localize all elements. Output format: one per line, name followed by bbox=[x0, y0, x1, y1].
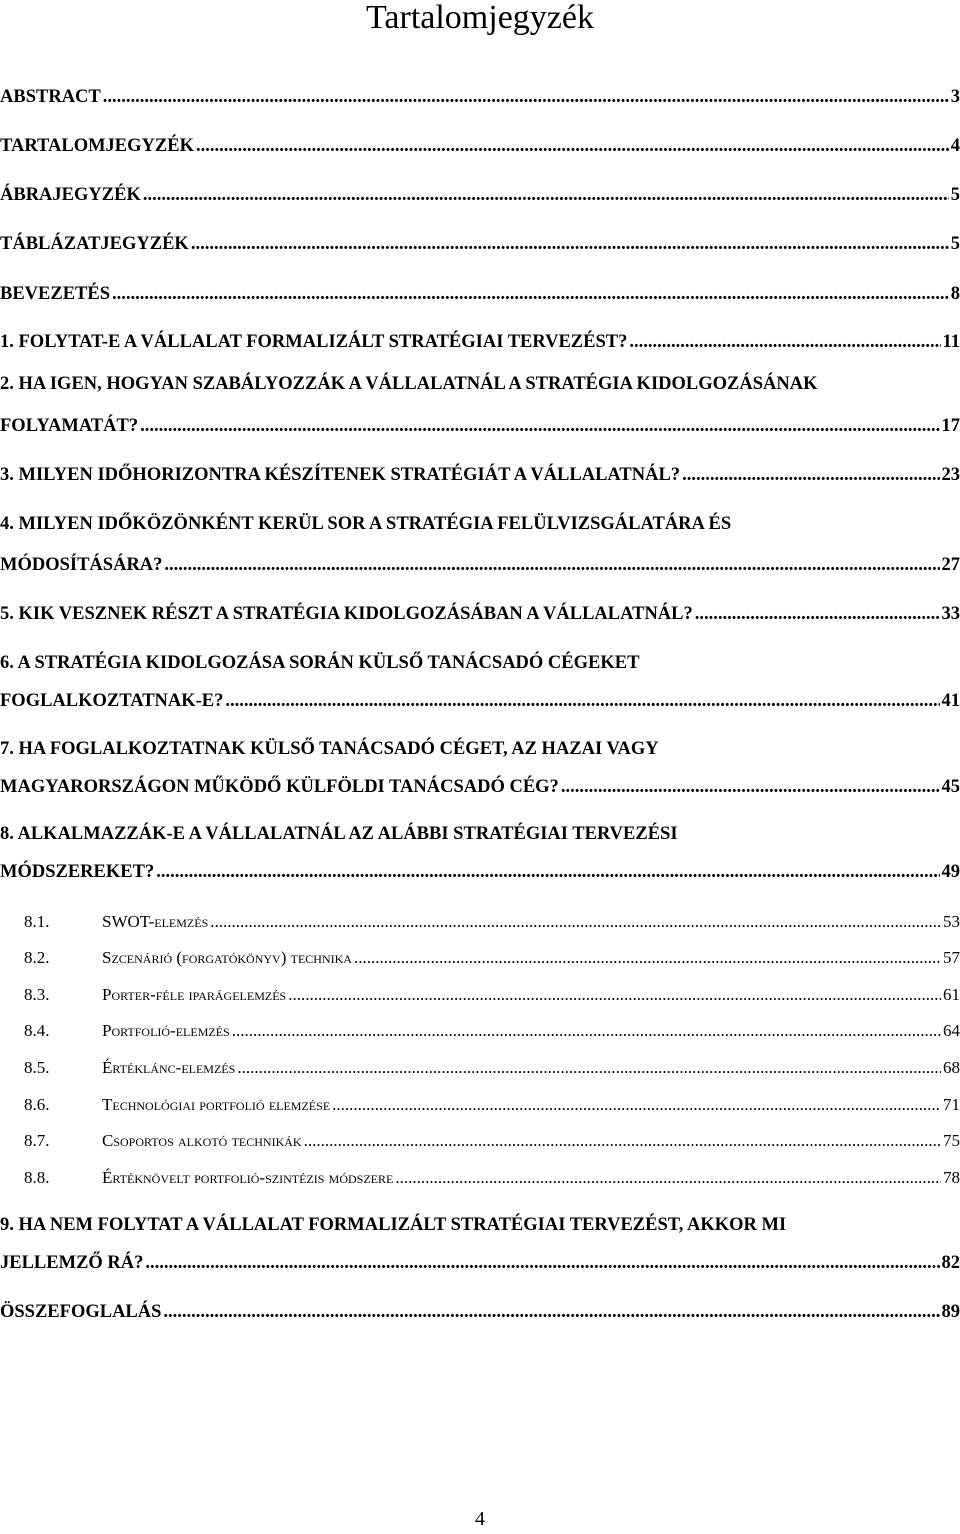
dot-leader bbox=[112, 283, 949, 305]
toc-entry-label: JELLEMZŐ RÁ? bbox=[0, 1253, 144, 1273]
toc-entry-label: TÁBLÁZATJEGYZÉK bbox=[0, 234, 189, 254]
toc-entry-tablazatjegyzek[interactable] bbox=[0, 233, 960, 255]
toc-subentry[interactable] bbox=[24, 1020, 960, 1042]
page-number: 4 bbox=[475, 1508, 485, 1530]
toc-entry-chapter-9-line1[interactable] bbox=[0, 1214, 960, 1236]
toc-entry-chapter-6-line2[interactable] bbox=[0, 690, 960, 712]
toc-entry-label: BEVEZETÉS bbox=[0, 284, 111, 304]
toc-subentry-page: 61 bbox=[943, 985, 960, 1004]
dot-leader bbox=[629, 331, 940, 353]
toc-entry-label: 2. HA IGEN, HOGYAN SZABÁLYOZZÁK A VÁLLALATNÁL A STRATÉGIA KIDOLGOZÁSÁNAK bbox=[0, 374, 818, 394]
toc-entry-label: TARTALOMJEGYZÉK bbox=[0, 136, 194, 156]
toc-entry-page: 41 bbox=[941, 691, 960, 711]
toc-entry-label: FOGLALKOZTATNAK-E? bbox=[0, 691, 224, 711]
toc-subentry-label: Portfolió-elemzés bbox=[102, 1021, 230, 1040]
dot-leader bbox=[196, 135, 949, 157]
toc-entry-page: 3 bbox=[950, 87, 960, 107]
toc-subentry-page: 71 bbox=[943, 1095, 960, 1114]
toc-entry-page: 4 bbox=[950, 136, 960, 156]
toc-subentry-number: 8.1. bbox=[24, 912, 50, 931]
toc-entry-label: 8. ALKALMAZZÁK-E A VÁLLALATNÁL AZ ALÁBBI STRATÉGIAI TERVEZÉSI bbox=[0, 824, 678, 844]
dot-leader bbox=[354, 947, 941, 969]
toc-entry-page: 23 bbox=[941, 465, 960, 485]
toc-entry-chapter-7-line2[interactable] bbox=[0, 776, 960, 798]
toc-entry-page: 17 bbox=[941, 416, 960, 436]
toc-subentry-number: 8.5. bbox=[24, 1058, 50, 1077]
toc-entry-label: 3. MILYEN IDŐHORIZONTRA KÉSZÍTENEK STRATÉGIÁT A VÁLLALATNÁL? bbox=[0, 465, 681, 485]
dot-leader bbox=[210, 911, 941, 933]
dot-leader bbox=[232, 1020, 941, 1042]
toc-entry-page: 45 bbox=[941, 777, 960, 797]
toc-entry-label: 5. KIK VESZNEK RÉSZT A STRATÉGIA KIDOLGOZÁSÁBAN A VÁLLALATNÁL? bbox=[0, 604, 693, 624]
dot-leader bbox=[304, 1130, 941, 1152]
dot-leader bbox=[164, 554, 939, 576]
toc-subentry[interactable] bbox=[24, 1130, 960, 1152]
toc-entry-chapter-2-line2[interactable] bbox=[0, 415, 960, 437]
dot-leader bbox=[163, 1301, 939, 1323]
toc-subentry-label: SWOT-elemzés bbox=[102, 912, 209, 931]
toc-entry-chapter-4-line2[interactable] bbox=[0, 554, 960, 576]
toc-entry-chapter-3[interactable] bbox=[0, 464, 960, 486]
dot-leader bbox=[695, 603, 940, 625]
toc-entry-chapter-4-line1[interactable] bbox=[0, 513, 960, 535]
toc-entry-page: 82 bbox=[941, 1253, 960, 1273]
dot-leader bbox=[237, 1057, 941, 1079]
toc-entry-label: FOLYAMATÁT? bbox=[0, 416, 139, 436]
toc-entry-chapter-7-line1[interactable] bbox=[0, 738, 960, 760]
toc-subentry-label: Technológiai portfolió elemzése bbox=[102, 1095, 331, 1114]
toc-subentry[interactable] bbox=[24, 1057, 960, 1079]
toc-entry-label: 4. MILYEN IDŐKÖZÖNKÉNT KERÜL SOR A STRATÉGIA FELÜLVIZSGÁLATÁRA ÉS bbox=[0, 514, 732, 534]
toc-entry-page: 11 bbox=[942, 332, 960, 352]
toc-subentry-label: Értéknövelt portfolió-szintézis módszere bbox=[102, 1168, 394, 1187]
toc-entry-page: 5 bbox=[950, 185, 960, 205]
toc-subentry-number: 8.2. bbox=[24, 948, 50, 967]
toc-subentry-page: 57 bbox=[943, 948, 960, 967]
dot-leader bbox=[561, 776, 940, 798]
toc-subentry-number: 8.3. bbox=[24, 985, 50, 1004]
toc-entry-page: 27 bbox=[941, 555, 960, 575]
toc-entry-abstract[interactable] bbox=[0, 86, 960, 108]
toc-entry-abrajegyzek[interactable] bbox=[0, 184, 960, 206]
toc-entry-chapter-8-line2[interactable] bbox=[0, 861, 960, 883]
page-title: Tartalomjegyzék bbox=[366, 0, 594, 36]
toc-subentry-number: 8.6. bbox=[24, 1095, 50, 1114]
toc-entry-label: 1. FOLYTAT-E A VÁLLALAT FORMALIZÁLT STRATÉGIAI TERVEZÉST? bbox=[0, 332, 628, 352]
toc-subentry[interactable] bbox=[24, 1167, 960, 1189]
toc-subentry[interactable] bbox=[24, 911, 960, 933]
toc-subentry[interactable] bbox=[24, 984, 960, 1006]
toc-entry-label: 9. HA NEM FOLYTAT A VÁLLALAT FORMALIZÁLT STRATÉGIAI TERVEZÉST, AKKOR MI bbox=[0, 1215, 787, 1235]
dot-leader bbox=[145, 1252, 939, 1274]
toc-entry-label: 7. HA FOGLALKOZTATNAK KÜLSŐ TANÁCSADÓ CÉGET, AZ HAZAI VAGY bbox=[0, 739, 659, 759]
toc-entry-tartalomjegyzek[interactable] bbox=[0, 135, 960, 157]
toc-entry-label: ABSTRACT bbox=[0, 87, 101, 107]
toc-subentry-page: 78 bbox=[943, 1168, 960, 1187]
toc-subentry-page: 53 bbox=[943, 912, 960, 931]
toc-entry-page: 89 bbox=[941, 1302, 960, 1322]
toc-entry-chapter-1[interactable] bbox=[0, 331, 960, 353]
dot-leader bbox=[143, 184, 949, 206]
toc-entry-label: MÓDOSÍTÁSÁRA? bbox=[0, 555, 163, 575]
toc-subentry-label: Porter-féle iparágelemzés bbox=[102, 985, 287, 1004]
toc-subentry-label: Értéklánc-elemzés bbox=[102, 1058, 236, 1077]
toc-subentry[interactable] bbox=[24, 1094, 960, 1116]
toc-subentry-page: 75 bbox=[943, 1131, 960, 1150]
toc-entry-page: 8 bbox=[950, 284, 960, 304]
dot-leader bbox=[140, 415, 939, 437]
toc-subentry-number: 8.8. bbox=[24, 1168, 50, 1187]
toc-entry-chapter-8-line1[interactable] bbox=[0, 823, 960, 845]
toc-entry-chapter-6-line1[interactable] bbox=[0, 652, 960, 674]
toc-entry-chapter-5[interactable] bbox=[0, 603, 960, 625]
toc-entry-page: 5 bbox=[950, 234, 960, 254]
dot-leader bbox=[332, 1094, 941, 1116]
toc-subentry-number: 8.7. bbox=[24, 1131, 50, 1150]
toc-entry-osszefoglalas[interactable] bbox=[0, 1301, 960, 1323]
toc-entry-label: ÁBRAJEGYZÉK bbox=[0, 185, 141, 205]
toc-entry-chapter-2-line1[interactable] bbox=[0, 373, 960, 395]
dot-leader bbox=[225, 690, 939, 712]
toc-entry-label: MAGYARORSZÁGON MŰKÖDŐ KÜLFÖLDI TANÁCSADÓ CÉG? bbox=[0, 777, 559, 797]
toc-entry-label: MÓDSZEREKET? bbox=[0, 862, 155, 882]
toc-subentry-number: 8.4. bbox=[24, 1021, 50, 1040]
dot-leader bbox=[288, 984, 941, 1006]
dot-leader bbox=[395, 1167, 941, 1189]
toc-subentry-label: Csoportos alkotó technikák bbox=[102, 1131, 302, 1150]
toc-entry-page: 49 bbox=[941, 862, 960, 882]
toc-subentry[interactable] bbox=[24, 947, 960, 969]
dot-leader bbox=[682, 464, 939, 486]
toc-entry-page: 33 bbox=[941, 604, 960, 624]
toc-subentry-label: Szcenárió (forgatókönyv) technika bbox=[102, 948, 352, 967]
dot-leader bbox=[103, 86, 949, 108]
dot-leader bbox=[191, 233, 949, 255]
toc-subentry-page: 68 bbox=[943, 1058, 960, 1077]
toc-entry-label: 6. A STRATÉGIA KIDOLGOZÁSA SORÁN KÜLSŐ TANÁCSADÓ CÉGEKET bbox=[0, 653, 640, 673]
dot-leader bbox=[156, 861, 939, 883]
toc-entry-chapter-9-line2[interactable] bbox=[0, 1252, 960, 1274]
toc-entry-label: ÖSSZEFOGLALÁS bbox=[0, 1302, 162, 1322]
toc-entry-bevezetes[interactable] bbox=[0, 283, 960, 305]
toc-subentry-page: 64 bbox=[943, 1021, 960, 1040]
